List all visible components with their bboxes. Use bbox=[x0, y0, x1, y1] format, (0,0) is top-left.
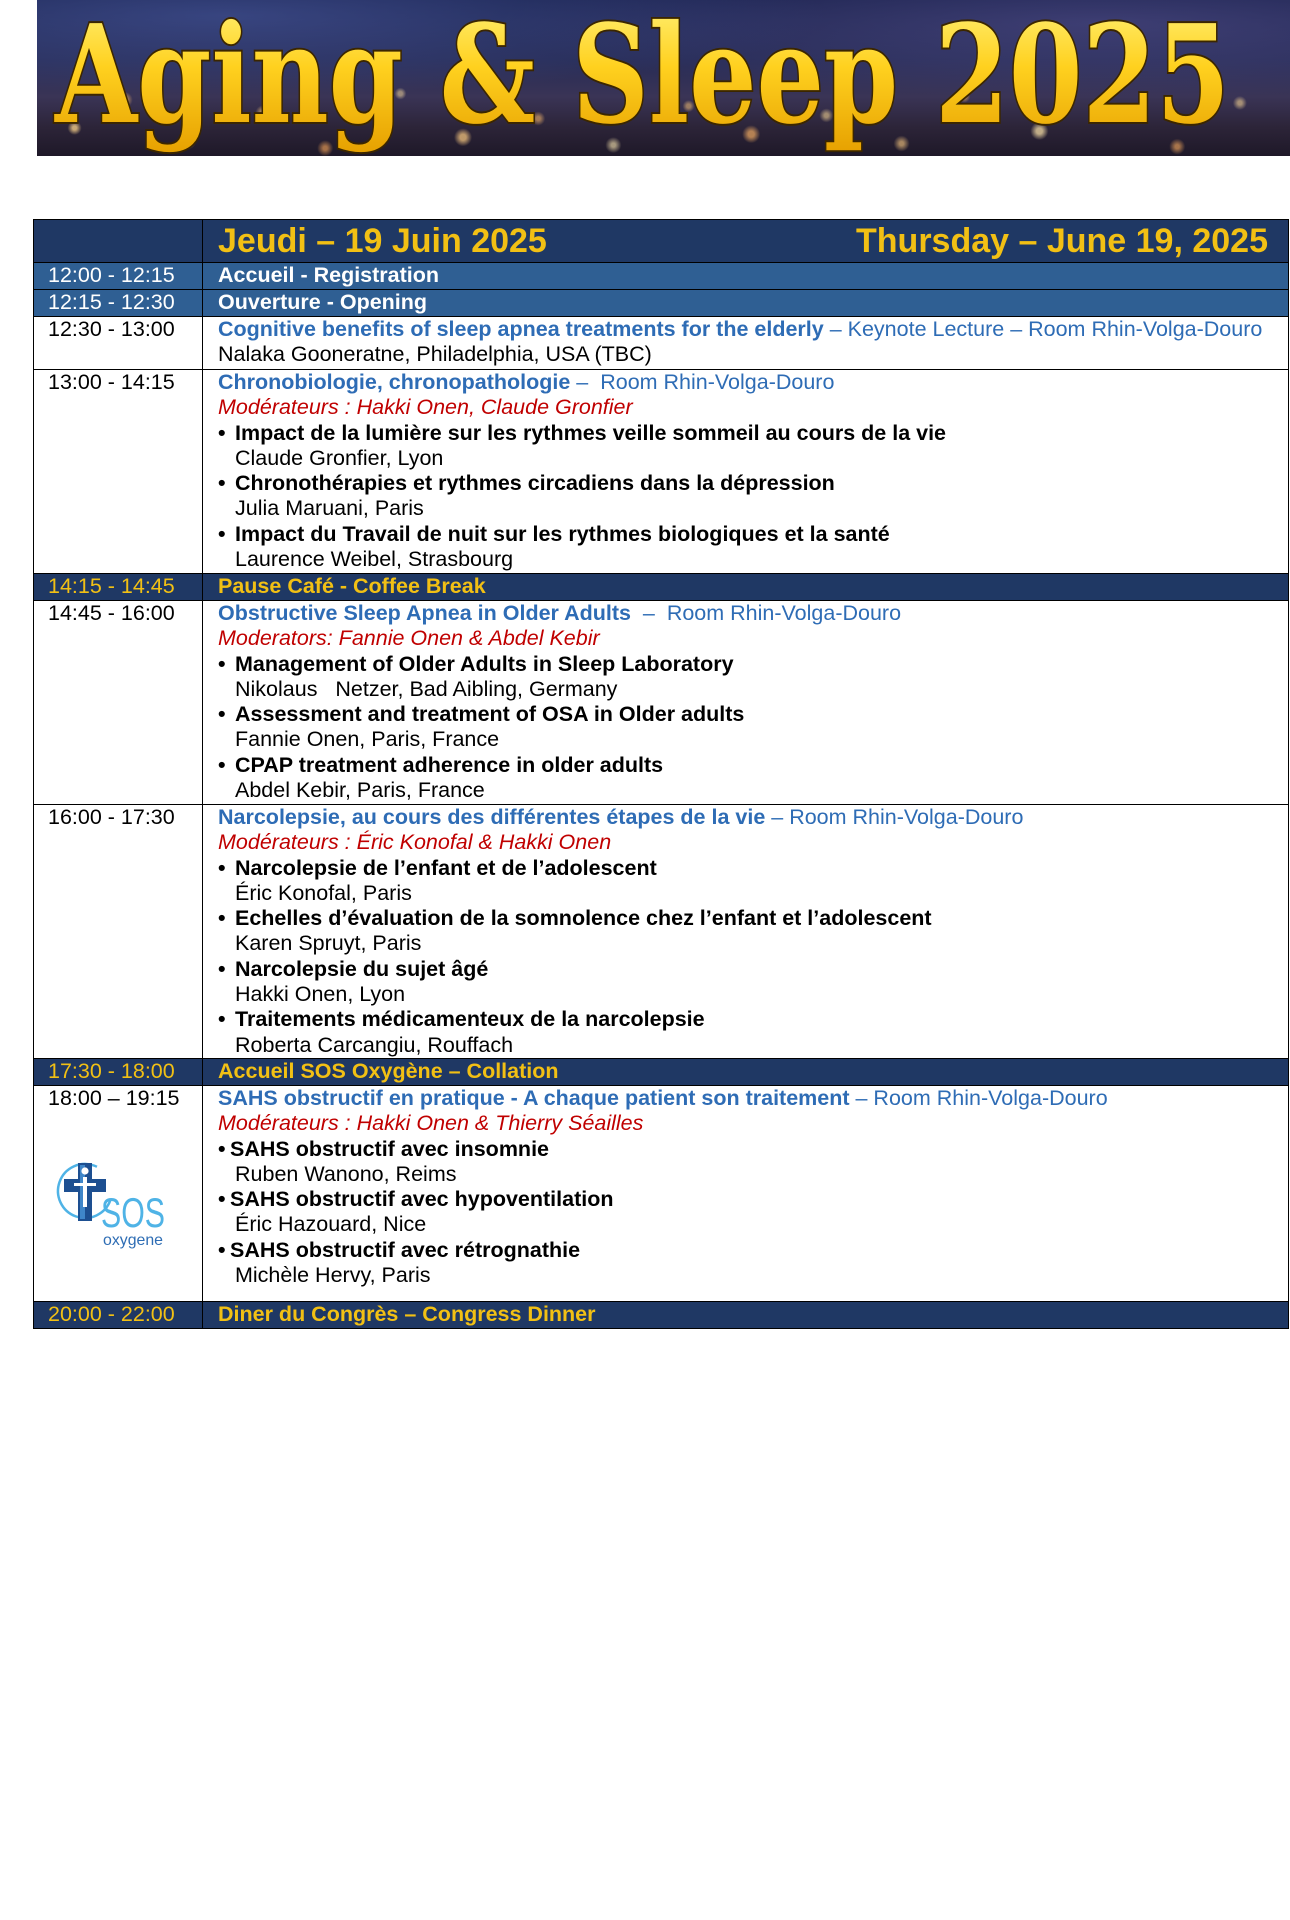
time-slot: 17:30 - 18:00 bbox=[48, 1059, 175, 1083]
schedule-row-narcolepsy bbox=[34, 804, 1288, 1058]
banner-title: Aging & Sleep 2025 bbox=[54, 0, 1230, 155]
talk-item bbox=[218, 1238, 1288, 1263]
bullet: • bbox=[218, 420, 226, 445]
session-title: Accueil SOS Oxygène – Collation bbox=[218, 1059, 559, 1083]
talk-item bbox=[218, 1137, 1288, 1162]
session-cell bbox=[203, 290, 1288, 316]
talk-title: Assessment and treatment of OSA in Older adults bbox=[235, 702, 745, 727]
talk-item bbox=[218, 856, 1288, 881]
talk-item bbox=[218, 753, 1288, 778]
talk-item bbox=[218, 652, 1288, 677]
time-cell bbox=[34, 1302, 203, 1328]
speaker-name: Éric Hazouard, Nice bbox=[235, 1212, 427, 1237]
speaker-name: Nalaka Gooneratne, Philadelphia, USA (TBC) bbox=[218, 342, 652, 367]
schedule-row-opening bbox=[34, 289, 1288, 316]
bullet: • bbox=[218, 855, 226, 880]
session-room: – Room Rhin-Volga-Douro bbox=[849, 1086, 1108, 1110]
session-cell bbox=[203, 574, 1288, 600]
speaker-name: Laurence Weibel, Strasbourg bbox=[235, 547, 514, 572]
talk-item bbox=[218, 522, 1288, 547]
sos-oxygene-logo bbox=[57, 1157, 169, 1253]
schedule-row-chronobiology bbox=[34, 369, 1288, 573]
session-room: – Room Rhin-Volga-Douro bbox=[630, 601, 902, 625]
bullet: • bbox=[218, 752, 226, 777]
session-cell bbox=[203, 601, 1288, 804]
bullet: • bbox=[218, 1136, 226, 1161]
bullet: • bbox=[218, 651, 226, 676]
session-title: Pause Café - Coffee Break bbox=[218, 574, 486, 598]
talk-title: Impact du Travail de nuit sur les rythmes biologiques et la santé bbox=[235, 521, 890, 546]
session-room: – Keynote Lecture – Room Rhin-Volga-Douro bbox=[823, 317, 1263, 341]
talk-item bbox=[218, 471, 1288, 496]
session-title: Diner du Congrès – Congress Dinner bbox=[218, 1302, 596, 1326]
session-title-line bbox=[218, 805, 1288, 830]
header-day-cell bbox=[203, 220, 1288, 262]
time-slot: 12:15 - 12:30 bbox=[48, 290, 175, 314]
schedule-row-osa bbox=[34, 600, 1288, 804]
session-cell bbox=[203, 263, 1288, 289]
bullet: • bbox=[218, 702, 226, 727]
bullet: • bbox=[218, 956, 226, 981]
time-cell bbox=[34, 317, 203, 369]
time-slot: 18:00 – 19:15 bbox=[48, 1086, 180, 1110]
bullet: • bbox=[218, 1187, 226, 1212]
time-cell bbox=[34, 263, 203, 289]
talk-title: Chronothérapies et rythmes circadiens dans la dépression bbox=[235, 471, 835, 496]
session-title: Cognitive benefits of sleep apnea treatments for the elderly bbox=[218, 317, 824, 341]
talk-title: Traitements médicamenteux de la narcolepsie bbox=[235, 1007, 705, 1032]
schedule-header-row bbox=[34, 220, 1288, 262]
speaker-name: Michèle Hervy, Paris bbox=[235, 1263, 431, 1288]
time-slot: 20:00 - 22:00 bbox=[48, 1302, 175, 1326]
header-time-cell bbox=[34, 220, 203, 262]
session-title: Ouverture - Opening bbox=[218, 290, 428, 314]
time-cell bbox=[34, 1086, 203, 1301]
time-slot: 13:00 - 14:15 bbox=[48, 370, 175, 394]
session-title: Chronobiologie, chronopathologie bbox=[218, 370, 571, 394]
session-cell bbox=[203, 1302, 1288, 1328]
time-slot: 14:15 - 14:45 bbox=[48, 574, 175, 598]
talk-title: SAHS obstructif avec insomnie bbox=[230, 1136, 549, 1161]
session-title-line bbox=[218, 317, 1288, 342]
session-cell bbox=[203, 1086, 1288, 1301]
talk-title: SAHS obstructif avec rétrognathie bbox=[230, 1237, 581, 1262]
schedule-row-sahs bbox=[34, 1085, 1288, 1301]
session-title: Accueil - Registration bbox=[218, 263, 440, 287]
time-cell bbox=[34, 370, 203, 573]
day-title-fr: Jeudi – 19 Juin 2025 bbox=[218, 222, 547, 260]
speaker-name: Julia Maruani, Paris bbox=[235, 496, 424, 521]
time-slot: 16:00 - 17:30 bbox=[48, 805, 175, 829]
talk-title: Impact de la lumière sur les rythmes veille sommeil au cours de la vie bbox=[235, 420, 947, 445]
session-room: – Room Rhin-Volga-Douro bbox=[765, 805, 1024, 829]
talk-title: SAHS obstructif avec hypoventilation bbox=[230, 1187, 614, 1212]
session-cell bbox=[203, 317, 1288, 369]
bullet: • bbox=[218, 471, 226, 496]
talk-item bbox=[218, 906, 1288, 931]
session-cell bbox=[203, 1059, 1288, 1085]
session-cell bbox=[203, 370, 1288, 573]
event-banner bbox=[37, 0, 1290, 156]
session-title-line bbox=[218, 1086, 1288, 1111]
speaker-name: Nikolaus Netzer, Bad Aibling, Germany bbox=[235, 676, 618, 701]
speaker-name: Éric Konofal, Paris bbox=[235, 880, 412, 905]
bullet: • bbox=[218, 906, 226, 931]
session-moderators: Modérateurs : Hakki Onen & Thierry Séailles bbox=[218, 1111, 644, 1136]
session-moderators: Moderators: Fannie Onen & Abdel Kebir bbox=[218, 626, 600, 651]
talk-title: Narcolepsie du sujet âgé bbox=[235, 956, 489, 981]
session-moderators: Modérateurs : Hakki Onen, Claude Gronfier bbox=[218, 395, 633, 420]
schedule-row-collation bbox=[34, 1058, 1288, 1085]
speaker-name: Hakki Onen, Lyon bbox=[235, 982, 406, 1007]
speaker-name: Claude Gronfier, Lyon bbox=[235, 445, 444, 470]
bullet: • bbox=[218, 1237, 226, 1262]
logo-main-text: SOS bbox=[101, 1189, 165, 1236]
session-title: SAHS obstructif en pratique - A chaque patient son traitement bbox=[218, 1086, 850, 1110]
talk-title: Narcolepsie de l’enfant et de l’adolescent bbox=[235, 855, 657, 880]
speaker-name: Fannie Onen, Paris, France bbox=[235, 727, 500, 752]
session-room: – Room Rhin-Volga-Douro bbox=[570, 370, 835, 394]
bullet: • bbox=[218, 1007, 226, 1032]
schedule-row-coffee-break bbox=[34, 573, 1288, 600]
session-title-line bbox=[218, 601, 1288, 626]
time-slot: 12:00 - 12:15 bbox=[48, 263, 175, 287]
time-cell bbox=[34, 601, 203, 804]
talk-title: Management of Older Adults in Sleep Laboratory bbox=[235, 651, 734, 676]
banner-artwork bbox=[37, 0, 1290, 156]
talk-item bbox=[218, 957, 1288, 982]
session-cell bbox=[203, 805, 1288, 1058]
schedule-row-keynote bbox=[34, 316, 1288, 369]
schedule-row-registration bbox=[34, 262, 1288, 289]
talk-title: CPAP treatment adherence in older adults bbox=[235, 752, 664, 777]
talk-title: Echelles d’évaluation de la somnolence chez l’enfant et l’adolescent bbox=[235, 906, 932, 931]
time-slot: 12:30 - 13:00 bbox=[48, 317, 175, 341]
session-title: Narcolepsie, au cours des différentes étapes de la vie bbox=[218, 805, 766, 829]
talk-item bbox=[218, 1007, 1288, 1032]
session-title-line bbox=[218, 370, 1288, 395]
time-cell bbox=[34, 1059, 203, 1085]
time-cell bbox=[34, 805, 203, 1058]
schedule-row-dinner bbox=[34, 1301, 1288, 1328]
time-cell bbox=[34, 574, 203, 600]
speaker-name: Abdel Kebir, Paris, France bbox=[235, 778, 485, 803]
speaker-name: Karen Spruyt, Paris bbox=[235, 931, 422, 956]
talk-item bbox=[218, 1187, 1288, 1212]
logo-sub-text: oxygene bbox=[103, 1232, 164, 1249]
schedule-table bbox=[33, 219, 1289, 1329]
bullet: • bbox=[218, 521, 226, 546]
time-cell bbox=[34, 290, 203, 316]
day-title-en: Thursday – June 19, 2025 bbox=[856, 222, 1268, 260]
session-title: Obstructive Sleep Apnea in Older Adults bbox=[218, 601, 631, 625]
talk-item bbox=[218, 421, 1288, 446]
talk-item bbox=[218, 702, 1288, 727]
time-slot: 14:45 - 16:00 bbox=[48, 601, 175, 625]
speaker-name: Ruben Wanono, Reims bbox=[235, 1161, 457, 1186]
speaker-name: Roberta Carcangiu, Rouffach bbox=[235, 1032, 514, 1057]
session-moderators: Modérateurs : Éric Konofal & Hakki Onen bbox=[218, 830, 612, 855]
